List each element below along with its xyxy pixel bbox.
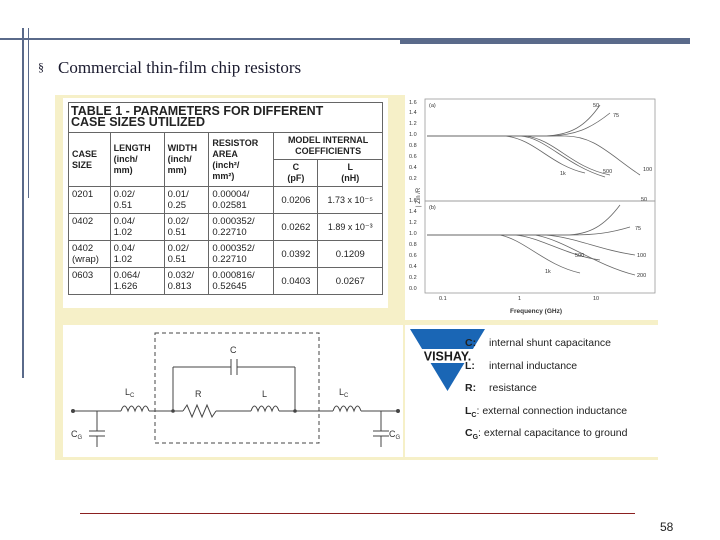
label-lc-left: $L_C$ [125, 387, 135, 399]
ytick-b: 1.2 [409, 220, 417, 226]
inductor-l [251, 406, 279, 411]
cell-width: 0.02/ 0.51 [164, 241, 209, 268]
plot-xlabel: Frequency (GHz) [510, 308, 563, 315]
cell-l: 1.73 x 10⁻⁵ [318, 187, 383, 214]
curve-label-b: 500 [575, 253, 585, 259]
plot-a-frame [425, 99, 655, 201]
curve-label-b: 50 [641, 197, 648, 203]
table-title-line2: CASE SIZES UTILIZED [71, 115, 206, 129]
cell-length: 0.04/ 1.02 [110, 214, 164, 241]
xtick: 10 [593, 296, 600, 302]
curve-a-1k [427, 136, 585, 173]
curve-label-b: 200 [637, 273, 647, 279]
ytick-b: 0.0 [409, 286, 417, 292]
cell-length: 0.02/ 0.51 [110, 187, 164, 214]
terminal-right [396, 409, 400, 413]
table-row [69, 268, 383, 295]
ytick-a: 1.0 [409, 132, 417, 138]
slide-title [38, 58, 301, 78]
curve-label-a: 50 [593, 103, 600, 109]
legend-item: $C_G$: external capacitance to ground [465, 427, 628, 442]
table-row [69, 214, 383, 241]
parameters-table-panel [63, 98, 388, 308]
cell-width: 0.02/ 0.51 [164, 214, 209, 241]
header-area: RESISTOR AREA (inch²/ mm²) [209, 133, 274, 187]
curve-a-mid [427, 136, 613, 175]
cell-length: 0.04/ 1.02 [110, 241, 164, 268]
ytick-a: 1.2 [409, 121, 417, 127]
cell-c: 0.0206 [274, 187, 318, 214]
label-lc-right: $L_C$ [339, 387, 349, 399]
curve-b-1k [427, 235, 580, 273]
cell-c: 0.0262 [274, 214, 318, 241]
cell-l: 1.89 x 10⁻³ [318, 214, 383, 241]
inductor-lc-left [121, 406, 149, 411]
xtick: 0.1 [439, 296, 447, 302]
table-header-row [69, 133, 383, 160]
ytick-b: 0.4 [409, 264, 417, 270]
curve-label-a: 75 [613, 113, 620, 119]
cell-c: 0.0392 [274, 241, 318, 268]
cell-width: 0.01/ 0.25 [164, 187, 209, 214]
panel-a-label: (a) [429, 103, 436, 109]
label-l: L [262, 389, 268, 399]
cell-area: 0.000352/ 0.22710 [209, 214, 274, 241]
curve-b-200 [427, 235, 635, 275]
curves-b [427, 205, 635, 275]
curve-label-a: 100 [643, 167, 653, 173]
header-c: C (pF) [274, 160, 318, 187]
header-model: MODEL INTERNAL COEFFICIENTS [274, 133, 383, 160]
table-row [69, 241, 383, 268]
cell-length: 0.064/ 1.626 [110, 268, 164, 295]
left-decor-line [22, 28, 24, 378]
cell-l: 0.1209 [318, 241, 383, 268]
equivalent-circuit-panel [63, 325, 403, 457]
table-row [69, 187, 383, 214]
cell-case: 0402 [69, 214, 111, 241]
top-decor-line-thick [400, 40, 690, 44]
ytick-b: 0.8 [409, 242, 417, 248]
page-number: 58 [660, 520, 674, 534]
curve-b-75 [427, 227, 630, 235]
ytick-b: 1.4 [409, 209, 417, 215]
label-c: C [230, 345, 237, 355]
impedance-plot [405, 95, 658, 320]
parameters-table [68, 102, 383, 295]
logo-text: VISHAY. [423, 349, 472, 364]
plot-b-frame [425, 201, 655, 293]
ytick-b: 0.6 [409, 253, 417, 259]
curve-label-b: 100 [637, 253, 647, 259]
curves-a [427, 105, 640, 177]
curve-label-a: 500 [603, 169, 613, 175]
equivalent-circuit [63, 325, 403, 457]
content-figure [55, 95, 658, 460]
ytick-b: 1.0 [409, 231, 417, 237]
ytick-a: 1.6 [409, 100, 417, 106]
cell-area: 0.000816/ 0.52645 [209, 268, 274, 295]
xtick: 1 [518, 296, 522, 302]
curve-label-a: 1k [560, 171, 566, 177]
node [293, 409, 297, 413]
cell-c: 0.0403 [274, 268, 318, 295]
circuit-legend [465, 337, 627, 450]
table-title [69, 103, 383, 133]
curve-b-50 [427, 205, 620, 235]
legend-item: $L_C$: external connection inductance [465, 404, 628, 419]
ytick-b: 1.6 [409, 198, 417, 204]
curve-a-50 [427, 105, 600, 136]
cell-case: 0603 [69, 268, 111, 295]
cell-l: 0.0267 [318, 268, 383, 295]
curve-label-b: 1k [545, 269, 551, 275]
ytick-a: 0.2 [409, 176, 417, 182]
ytick-b: 0.2 [409, 275, 417, 281]
ytick-a: 0.4 [409, 165, 417, 171]
cell-area: 0.00004/ 0.02581 [209, 187, 274, 214]
cell-width: 0.032/ 0.813 [164, 268, 209, 295]
label-cg-left: $C_G$ [71, 429, 83, 441]
table-title-line1: TABLE 1 - PARAMETERS FOR DIFFERENT [71, 104, 324, 118]
panel-b-label: (b) [429, 205, 436, 211]
bullet-icon: § [38, 60, 44, 74]
header-l: L (nH) [318, 160, 383, 187]
yticks-a [409, 100, 417, 182]
header-width: WIDTH (inch/ mm) [164, 133, 209, 187]
header-length: LENGTH (inch/ mm) [110, 133, 164, 187]
footer-rule [80, 513, 635, 514]
internal-model-box [155, 333, 319, 443]
plot-ylabel: | Zin /R [416, 187, 422, 207]
node [171, 409, 175, 413]
legend-item: R: resistance [465, 382, 537, 394]
label-cg-right: $C_G$ [389, 429, 401, 441]
resistor-r [183, 405, 216, 417]
legend-item: L: internal inductance [465, 359, 578, 372]
cell-case: 0201 [69, 187, 111, 214]
cell-area: 0.000352/ 0.22710 [209, 241, 274, 268]
impedance-plot-panel [405, 95, 658, 320]
left-decor-line-2 [28, 28, 29, 198]
table-title-row [69, 103, 383, 133]
header-case-size: CASE SIZE [69, 133, 111, 187]
terminal-left [71, 409, 75, 413]
cell-case: 0402 (wrap) [69, 241, 111, 268]
ytick-a: 0.6 [409, 154, 417, 160]
legend-item: C: internal shunt capacitance [465, 337, 611, 349]
slide-title-text: Commercial thin-film chip resistors [58, 58, 302, 77]
curve-label-b: 75 [635, 226, 642, 232]
ytick-a: 1.4 [409, 110, 417, 116]
legend-panel [405, 325, 658, 457]
yticks-b [409, 198, 417, 292]
ytick-a: 0.8 [409, 143, 417, 149]
inductor-lc-right [333, 406, 361, 411]
label-r: R [195, 389, 202, 399]
